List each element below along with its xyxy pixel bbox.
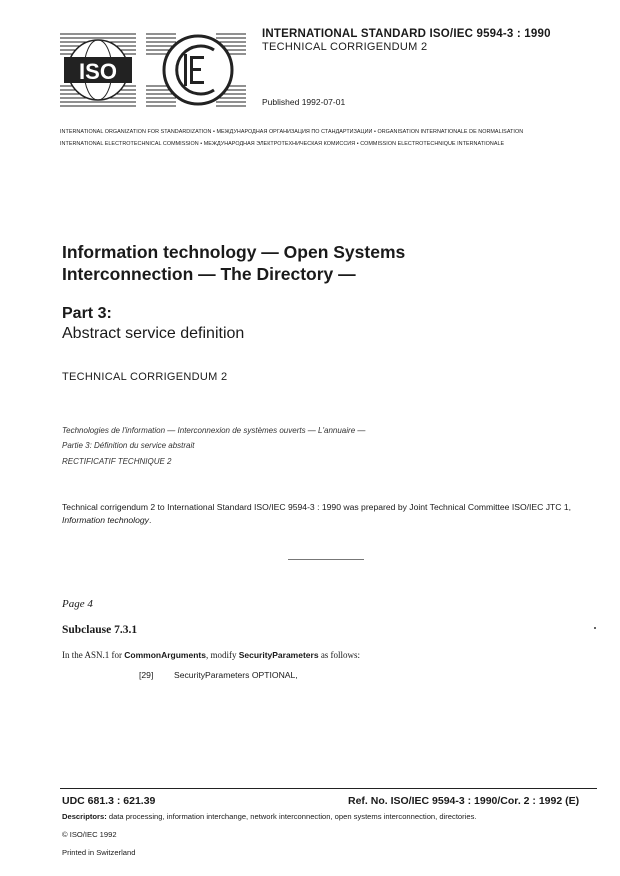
prepared-end: . [148,515,152,525]
prepared-text: Technical corrigendum 2 to International Standard ISO/IEC 9594-3 : 1990 was prepared by Joint Technical Committee ISO/IEC JTC 1, [62,502,572,512]
asn-code-line: SecurityParameters OPTIONAL, [174,670,298,680]
standard-title: INTERNATIONAL STANDARD ISO/IEC 9594-3 : 1990 [262,28,551,40]
descriptors-line [62,812,477,821]
asn-term-security-parameters: SecurityParameters [238,650,319,660]
part-title: Abstract service definition [62,325,245,342]
document-title [62,241,405,285]
iso-organization-line: INTERNATIONAL ORGANIZATION FOR STANDARDIZATION • МЕЖДУНАРОДНАЯ ОРГАНИЗАЦИЯ ПО СТАНДАРТИЗАЦИИ • ORGANISATION INTERNATIONALE DE NORMALISATION [60,129,524,135]
asn-tag-number: [29] [139,670,154,680]
french-title-line-1: Technologies de l'information — Interconnexion de systèmes ouverts — L'annuaire — [62,426,366,435]
committee-name: Information technology [62,515,149,525]
title-line-2: Interconnection — The Directory — [62,264,356,284]
footer-rule [60,788,597,789]
asn-term-common-arguments: CommonArguments [124,650,206,660]
asn-intro-3: as follows: [318,650,361,660]
descriptors-list: data processing, information interchange, network interconnection, open systems interconnection, directories. [106,812,477,821]
published-date: Published 1992-07-01 [262,97,346,107]
subclause-heading: Subclause 7.3.1 [62,624,138,636]
iec-organization-line: INTERNATIONAL ELECTROTECHNICAL COMMISSION • МЕЖДУНАРОДНАЯ ЭЛЕКТРОТЕХНИЧЕСКАЯ КОМИССИЯ • COMMISSION ELECTROTECHNIQUE INTERNATIONALE [60,141,505,147]
stray-dot [594,627,596,629]
part-number: Part 3: [62,305,112,322]
corrigendum-heading: TECHNICAL CORRIGENDUM 2 [62,371,228,383]
page-reference: Page 4 [62,598,93,610]
separator-line [288,559,364,560]
copyright-notice: © ISO/IEC 1992 [62,830,117,839]
asn-instruction [62,650,360,660]
descriptors-label: Descriptors: [62,812,107,821]
iso-logo [60,30,136,115]
iso-logo-text: ISO [79,59,117,84]
prepared-by-paragraph [62,501,597,527]
french-title-line-2: Partie 3: Définition du service abstrait [62,441,195,450]
asn-intro-2: , modify [205,650,239,660]
title-line-1: Information technology — Open Systems [62,242,406,262]
corrigendum-label: TECHNICAL CORRIGENDUM 2 [262,41,428,53]
udc-number: UDC 681.3 : 621.39 [62,795,156,807]
iec-logo [146,30,246,115]
asn-intro-1: In the ASN.1 for [62,650,125,660]
printed-in: Printed in Switzerland [62,848,136,857]
french-title-line-3: RECTIFICATIF TECHNIQUE 2 [62,457,172,466]
reference-number: Ref. No. ISO/IEC 9594-3 : 1990/Cor. 2 : 1992 (E) [348,795,580,807]
